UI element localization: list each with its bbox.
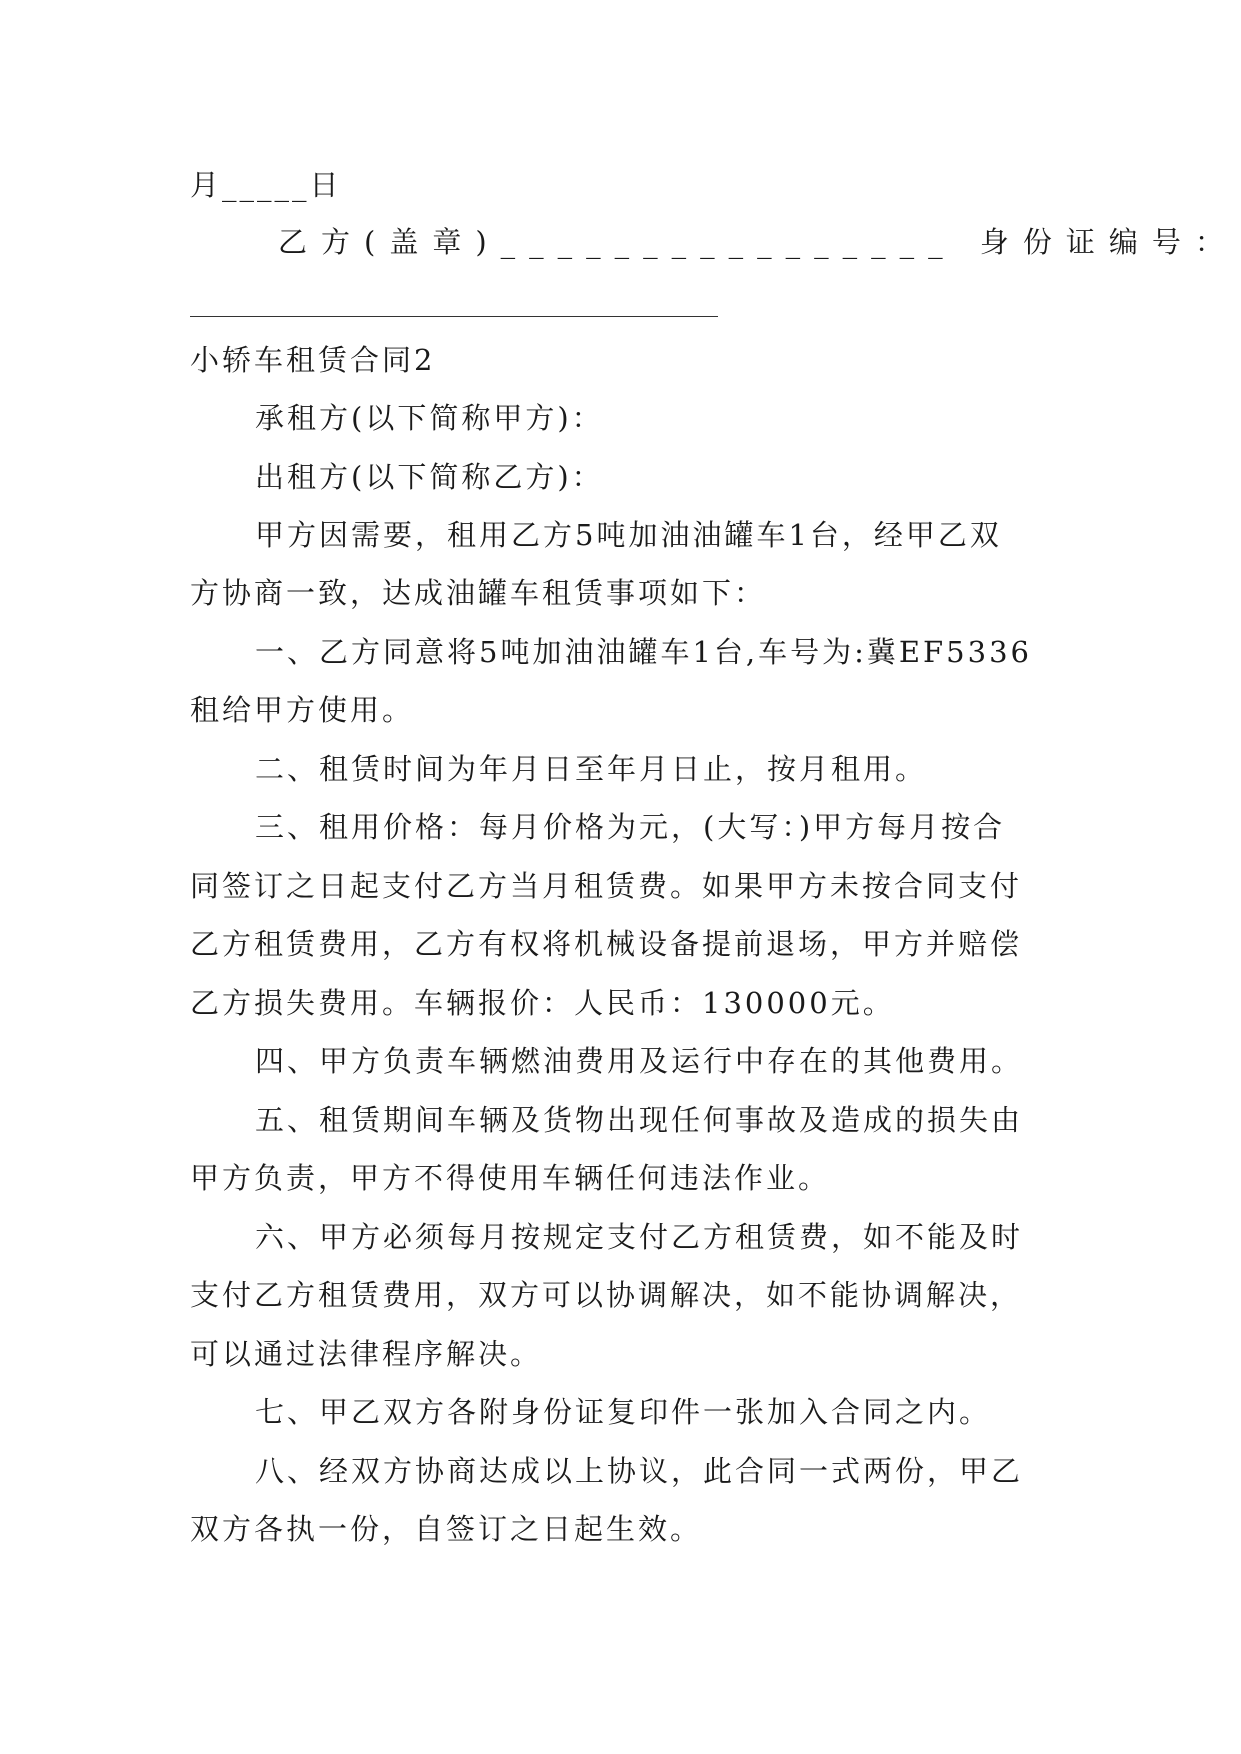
paragraph-line: 五、租赁期间车辆及货物出现任何事故及造成的损失由 xyxy=(255,1103,1024,1137)
paragraph-line: 四、甲方负责车辆燃油费用及运行中存在的其他费用。 xyxy=(255,1044,1024,1078)
paragraph-line: 可以通过法律程序解决。 xyxy=(190,1337,543,1371)
party-b-signature-line: 乙方(盖章)________________ 身份证编号： xyxy=(278,225,1238,259)
date-line: 月_____日 xyxy=(190,168,342,202)
paragraph-line: 一、乙方同意将5吨加油油罐车1台,车号为:冀EF5336 xyxy=(255,635,1032,669)
paragraph-line: 二、租赁时间为年月日至年月日止，按月租用。 xyxy=(255,752,928,786)
lessee-line: 承租方(以下简称甲方)： xyxy=(255,401,604,435)
paragraph-line: 双方各执一份，自签订之日起生效。 xyxy=(190,1512,703,1546)
paragraph-line: 六、甲方必须每月按规定支付乙方租赁费，如不能及时 xyxy=(255,1220,1024,1254)
signature-underline xyxy=(190,316,718,317)
paragraph-line: 甲方因需要，租用乙方5吨加油油罐车1台，经甲乙双 xyxy=(255,518,1002,552)
paragraph-line: 方协商一致，达成油罐车租赁事项如下： xyxy=(190,576,767,610)
paragraph-line: 乙方损失费用。车辆报价：人民币：130000元。 xyxy=(190,986,895,1020)
paragraph-line: 同签订之日起支付乙方当月租赁费。如果甲方未按合同支付 xyxy=(190,869,1023,903)
paragraph-line: 三、租用价格：每月价格为元，(大写：)甲方每月按合 xyxy=(255,810,1006,844)
paragraph-line: 七、甲乙双方各附身份证复印件一张加入合同之内。 xyxy=(255,1395,992,1429)
lessor-line: 出租方(以下简称乙方)： xyxy=(255,460,604,494)
contract-title: 小轿车租赁合同2 xyxy=(190,343,436,377)
paragraph-line: 八、经双方协商达成以上协议，此合同一式两份，甲乙 xyxy=(255,1454,1024,1488)
paragraph-line: 支付乙方租赁费用，双方可以协调解决，如不能协调解决， xyxy=(190,1278,1023,1312)
paragraph-line: 租给甲方使用。 xyxy=(190,693,415,727)
paragraph-line: 甲方负责，甲方不得使用车辆任何违法作业。 xyxy=(190,1161,831,1195)
paragraph-line: 乙方租赁费用，乙方有权将机械设备提前退场，甲方并赔偿 xyxy=(190,927,1023,961)
